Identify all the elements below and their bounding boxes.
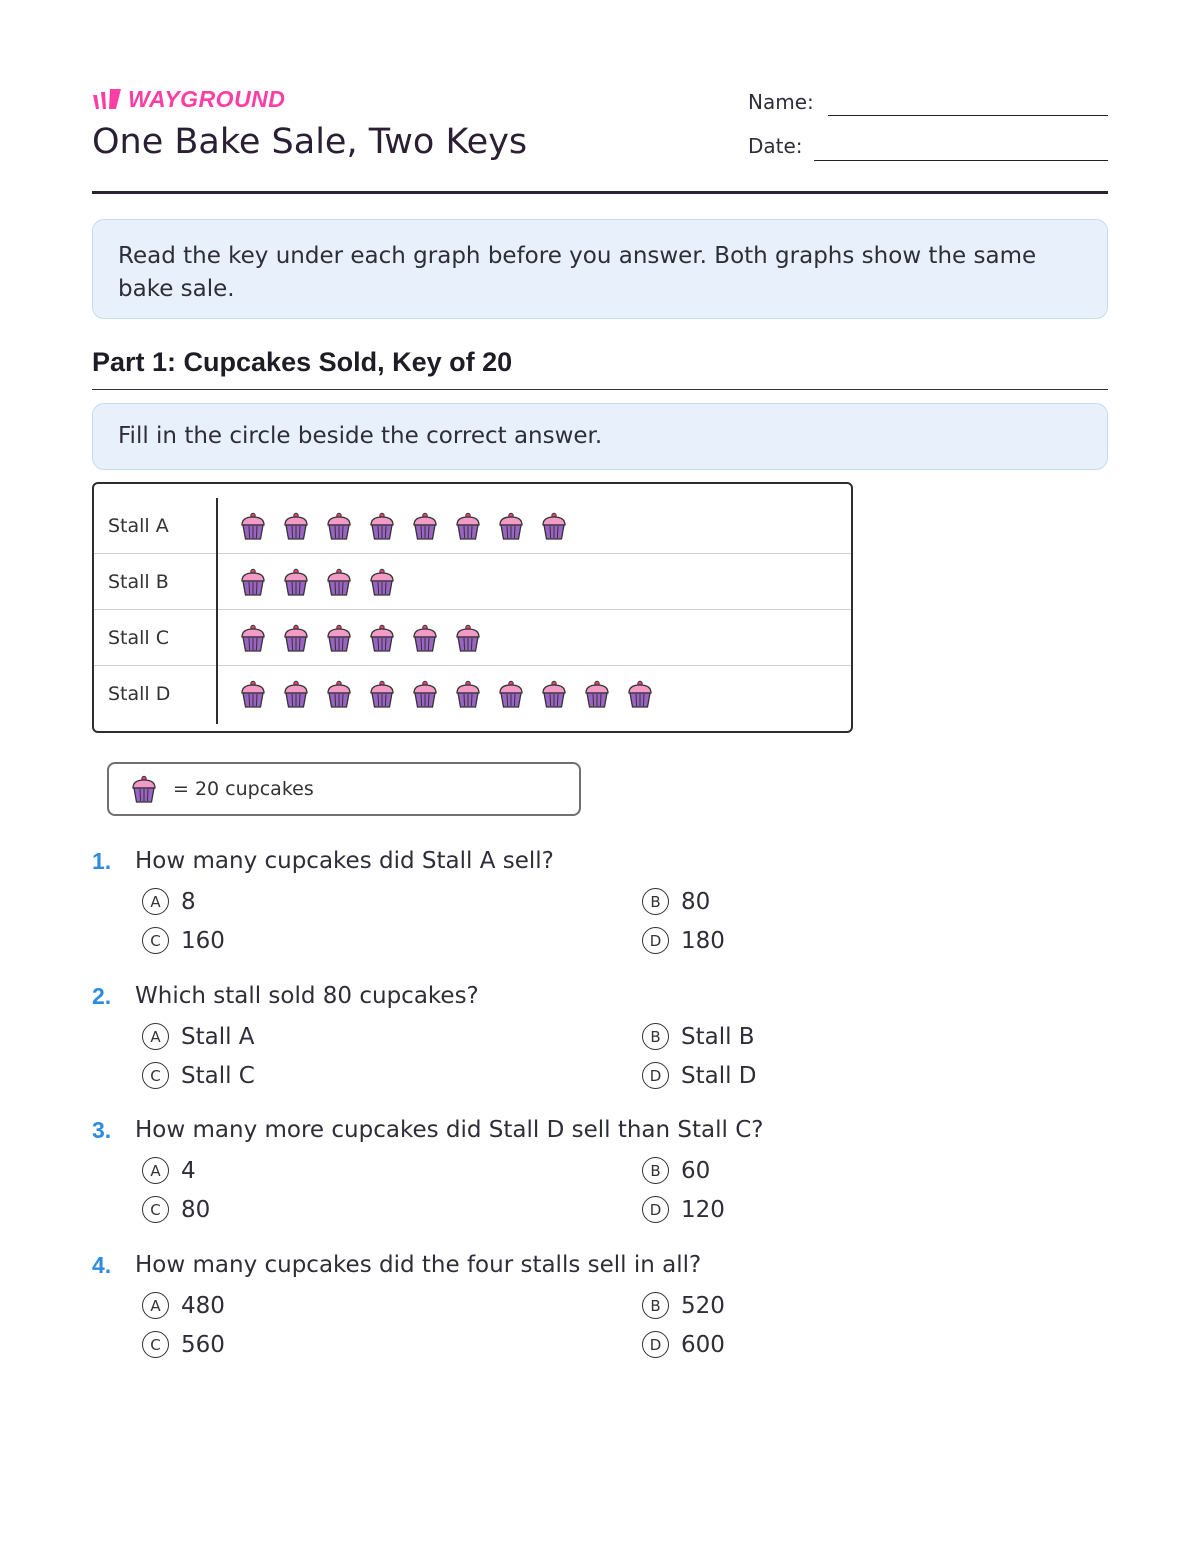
cupcake-icon [496, 511, 526, 541]
answer-text: Stall C [181, 1062, 255, 1089]
cupcake-icons [238, 554, 397, 610]
cupcake-icon [496, 679, 526, 709]
cupcake-icon [324, 511, 354, 541]
answer-text: 80 [181, 1196, 211, 1223]
answer-option-b[interactable] [642, 1023, 755, 1050]
answer-text: 120 [681, 1196, 725, 1223]
cupcake-icon [367, 623, 397, 653]
answer-option-c[interactable] [142, 1331, 225, 1358]
date-field[interactable] [814, 160, 1108, 161]
part-1-divider [92, 389, 1108, 390]
answer-text: 180 [681, 927, 725, 954]
date-label: Date: [748, 134, 803, 158]
answer-bubble[interactable]: D [642, 927, 669, 954]
brand-logo [92, 86, 285, 113]
answer-bubble[interactable]: D [642, 1062, 669, 1089]
question-number: 2. [92, 983, 112, 1009]
answer-option-b[interactable] [642, 1292, 725, 1319]
cupcake-icon [453, 511, 483, 541]
answer-text: 600 [681, 1331, 725, 1358]
wayground-logo-icon [92, 89, 122, 111]
answer-bubble[interactable]: D [642, 1331, 669, 1358]
answer-option-a[interactable] [142, 888, 196, 915]
answer-bubble[interactable]: A [142, 1157, 169, 1184]
answer-option-b[interactable] [642, 1157, 710, 1184]
brand-name: WAYGROUND [128, 86, 286, 112]
cupcake-icon [625, 679, 655, 709]
cupcake-icons [238, 666, 655, 722]
graph-row-stall-d [94, 666, 851, 722]
answer-option-a[interactable] [142, 1157, 196, 1184]
cupcake-icon [281, 567, 311, 597]
cupcake-icon [367, 567, 397, 597]
cupcake-icon [129, 774, 159, 804]
graph-row-stall-a [94, 498, 851, 554]
cupcake-icon [453, 679, 483, 709]
answer-bubble[interactable]: C [142, 1062, 169, 1089]
cupcake-icon [453, 623, 483, 653]
answer-bubble[interactable]: B [642, 1023, 669, 1050]
answer-option-d[interactable] [642, 1062, 757, 1089]
cupcake-icon [238, 511, 268, 541]
cupcake-icon [539, 511, 569, 541]
question-number: 4. [92, 1252, 112, 1278]
question-text: How many cupcakes did Stall A sell? [135, 848, 554, 874]
key-cupcake-icon [129, 774, 159, 804]
graph-key [107, 762, 581, 816]
answer-bubble[interactable]: C [142, 1331, 169, 1358]
answer-bubble[interactable]: A [142, 1023, 169, 1050]
name-label: Name: [748, 90, 814, 114]
answer-bubble[interactable]: B [642, 1292, 669, 1319]
name-field[interactable] [828, 115, 1108, 116]
cupcake-icon [582, 679, 612, 709]
answer-option-a[interactable] [142, 1292, 225, 1319]
question-text: How many more cupcakes did Stall D sell than Stall C? [135, 1117, 764, 1143]
worksheet-title: One Bake Sale, Two Keys [92, 122, 528, 162]
cupcake-icon [324, 679, 354, 709]
answer-option-d[interactable] [642, 1331, 725, 1358]
answer-text: 4 [181, 1157, 196, 1184]
answer-option-d[interactable] [642, 927, 725, 954]
question-text: How many cupcakes did the four stalls sell in all? [135, 1252, 702, 1278]
graph-row-label: Stall B [108, 571, 169, 593]
answer-option-c[interactable] [142, 1196, 210, 1223]
cupcake-icon [238, 679, 268, 709]
part-1-title: Part 1: Cupcakes Sold, Key of 20 [92, 347, 513, 377]
answer-bubble[interactable]: C [142, 927, 169, 954]
answer-bubble[interactable]: C [142, 1196, 169, 1223]
answer-bubble[interactable]: D [642, 1196, 669, 1223]
intro-note: Read the key under each graph before you answer. Both graphs show the same bake sale. [92, 219, 1108, 319]
graph-axis-divider [216, 498, 218, 724]
header-divider [92, 191, 1108, 194]
answer-option-a[interactable] [142, 1023, 255, 1050]
cupcake-icon [410, 679, 440, 709]
answer-text: 160 [181, 927, 225, 954]
graph-row-stall-c [94, 610, 851, 666]
pictograph [92, 482, 853, 733]
question-text: Which stall sold 80 cupcakes? [135, 983, 479, 1009]
answer-text: 8 [181, 888, 196, 915]
cupcake-icon [539, 679, 569, 709]
graph-row-stall-b [94, 554, 851, 610]
answer-text: Stall D [681, 1062, 757, 1089]
part-1-instruction: Fill in the circle beside the correct answer. [92, 403, 1108, 470]
cupcake-icon [410, 511, 440, 541]
answer-bubble[interactable]: A [142, 888, 169, 915]
answer-option-c[interactable] [142, 927, 225, 954]
answer-text: Stall B [681, 1023, 755, 1050]
answer-option-c[interactable] [142, 1062, 255, 1089]
answer-option-d[interactable] [642, 1196, 725, 1223]
cupcake-icons [238, 610, 483, 666]
graph-row-label: Stall D [108, 683, 171, 705]
question-number: 1. [92, 848, 112, 874]
question-number: 3. [92, 1117, 112, 1143]
cupcake-icon [410, 623, 440, 653]
cupcake-icon [367, 679, 397, 709]
key-text: = 20 cupcakes [173, 778, 314, 800]
answer-bubble[interactable]: B [642, 888, 669, 915]
cupcake-icon [281, 511, 311, 541]
cupcake-icon [324, 567, 354, 597]
answer-text: 560 [181, 1331, 225, 1358]
answer-text: 480 [181, 1292, 225, 1319]
cupcake-icon [281, 623, 311, 653]
answer-text: 60 [681, 1157, 711, 1184]
answer-bubble[interactable]: A [142, 1292, 169, 1319]
cupcake-icon [324, 623, 354, 653]
answer-text: Stall A [181, 1023, 255, 1050]
cupcake-icon [367, 511, 397, 541]
graph-row-label: Stall A [108, 515, 169, 537]
cupcake-icons [238, 498, 569, 554]
answer-text: 80 [681, 888, 711, 915]
cupcake-icon [238, 567, 268, 597]
answer-text: 520 [681, 1292, 725, 1319]
cupcake-icon [281, 679, 311, 709]
cupcake-icon [238, 623, 268, 653]
graph-row-label: Stall C [108, 627, 170, 649]
answer-bubble[interactable]: B [642, 1157, 669, 1184]
answer-option-b[interactable] [642, 888, 710, 915]
